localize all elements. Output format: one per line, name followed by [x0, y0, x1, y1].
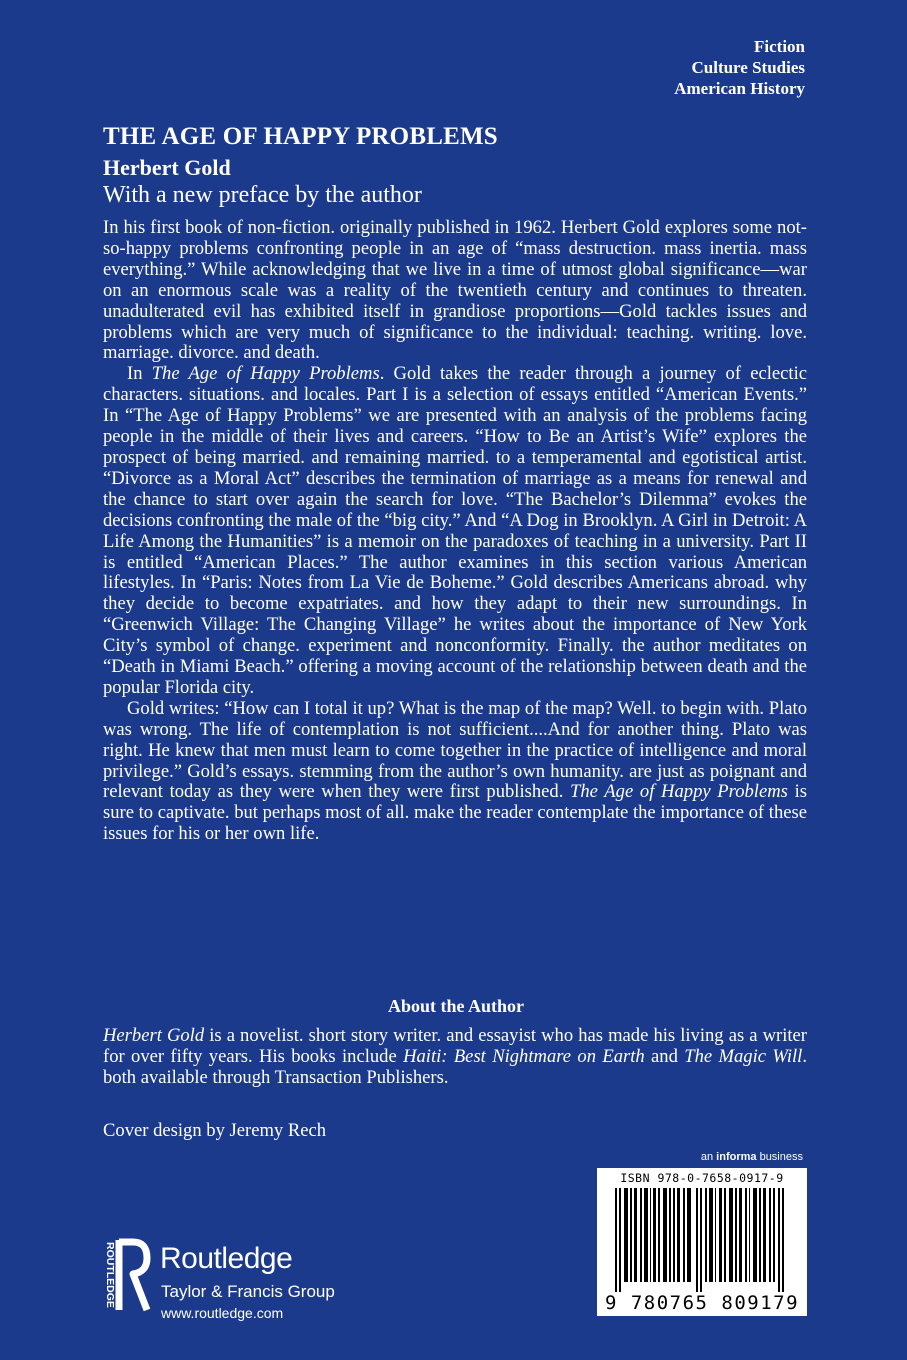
publisher-url[interactable]: www.routledge.com	[161, 1305, 284, 1321]
isbn-label: ISBN 978-0-7658-0917-9	[620, 1171, 784, 1185]
p3-book-title: The Age of Happy Problems	[570, 781, 788, 803]
preface-note: With a new preface by the author	[103, 182, 422, 208]
about-author-text	[103, 1025, 807, 1088]
informa-brand: informa	[716, 1151, 757, 1163]
about-book-1: Haiti: Best Nightmare on Earth	[403, 1046, 645, 1067]
blurb	[103, 218, 807, 845]
category-list	[674, 36, 805, 99]
p2-book-title: The Age of Happy Problems	[151, 363, 380, 385]
blurb-paragraph-1: In his first book of non-fiction. originally published in 1962. Herbert Gold explores some not-so-happy problems confronting people in an age of “mass destruction. mass inertia. mass everything.” While acknowledging that we live in a time of utmost global significance—war on an enormous scale was a reality of the twentieth century and continues to threaten. unadulterated evil has exhibited itself in grandiose proportions—Gold tackles issues and problems which are very much of significance to the individual: teaching. writing. love. marriage. divorce. and death.	[103, 217, 807, 364]
blurb-paragraph-3	[103, 699, 807, 845]
about-book-2: The Magic Will	[684, 1046, 803, 1067]
about-text-3: . both available through Transaction Publishers.	[103, 1046, 807, 1088]
p2-prefix: In	[127, 363, 152, 385]
informa-business-label	[701, 1151, 803, 1163]
informa-suffix: business	[756, 1151, 803, 1163]
barcode-bars	[597, 1188, 807, 1296]
isbn-barcode	[597, 1168, 807, 1316]
category-culture-studies: Culture Studies	[691, 58, 805, 77]
book-author: Herbert Gold	[103, 155, 231, 180]
p3-rest: is sure to captivate. but perhaps most of all. make the reader contemplate the importance of these issues for his or her own life.	[103, 781, 807, 845]
about-text-2: and	[644, 1046, 685, 1067]
routledge-vertical-mark: ROUTLEDGE	[104, 1242, 116, 1308]
about-author-name: Herbert Gold	[103, 1025, 205, 1046]
category-american-history: American History	[674, 79, 805, 98]
cover-design-credit: Cover design by Jeremy Rech	[103, 1120, 327, 1141]
informa-prefix: an	[700, 1151, 717, 1163]
about-text-1: is a novelist. short story writer. and essayist who has made his living as a writer for over fifty years. His books include	[103, 1025, 807, 1067]
p3-text: Gold writes: “How can I total it up? What is the map of the map? Well. to begin with. Plato was wrong. The life of contemplation is not sufficient....And for another thing. Plato was right. He knew that men must learn to come together in the practice of intelligence and moral privilege.” Gold’s essays. stemming from the author’s own humanity. are just as poignant and relevant today as they were when they were first published.	[103, 697, 807, 803]
barcode-number: 9 780765 809179	[604, 1292, 800, 1314]
blurb-paragraph-2	[103, 364, 807, 699]
p2-text: . Gold takes the reader through a journey of eclectic characters. situations. and locales. Part I is a selection of essays entitled “American Events.” In “The Age of Happy Problems” we are presented with an analysis of the problems facing people in the middle of their lives and careers. “How to Be an Artist’s Wife” explores the prospect of being married. and remaining married. to a temperamental and egotistical artist. “Divorce as a Moral Act” describes the termination of marriage as a means for renewal and the chance to start over again the search for love. “The Bachelor’s Dilemma” evokes the decisions confronting the male of the “big city.” And “A Dog in Brooklyn. A Girl in Detroit: A Life Among the Humanities” is a memoir on the paradoxes of teaching in a university. Part II is entitled “American Places.” The author examines in this section various American lifestyles. In “Paris: Notes from La Vie de Boheme.” Gold describes Americans abroad. why they decide to become expatriates. and how they adapt to their new surroundings. In “Greenwich Village: The Changing Village” he writes about the importance of New York City’s symbol of change. experiment and nonconformity. Finally. the author meditates on “Death in Miami Beach.” offering a moving account of the relationship between death and the popular Florida city.	[103, 363, 808, 698]
publisher-group: Taylor & Francis Group	[161, 1282, 335, 1301]
publisher-name: Routledge	[160, 1242, 293, 1275]
about-author-heading: About the Author	[387, 996, 525, 1016]
category-fiction: Fiction	[754, 37, 805, 56]
routledge-logo-icon	[99, 1238, 151, 1314]
book-title: THE AGE OF HAPPY PROBLEMS	[103, 123, 498, 150]
